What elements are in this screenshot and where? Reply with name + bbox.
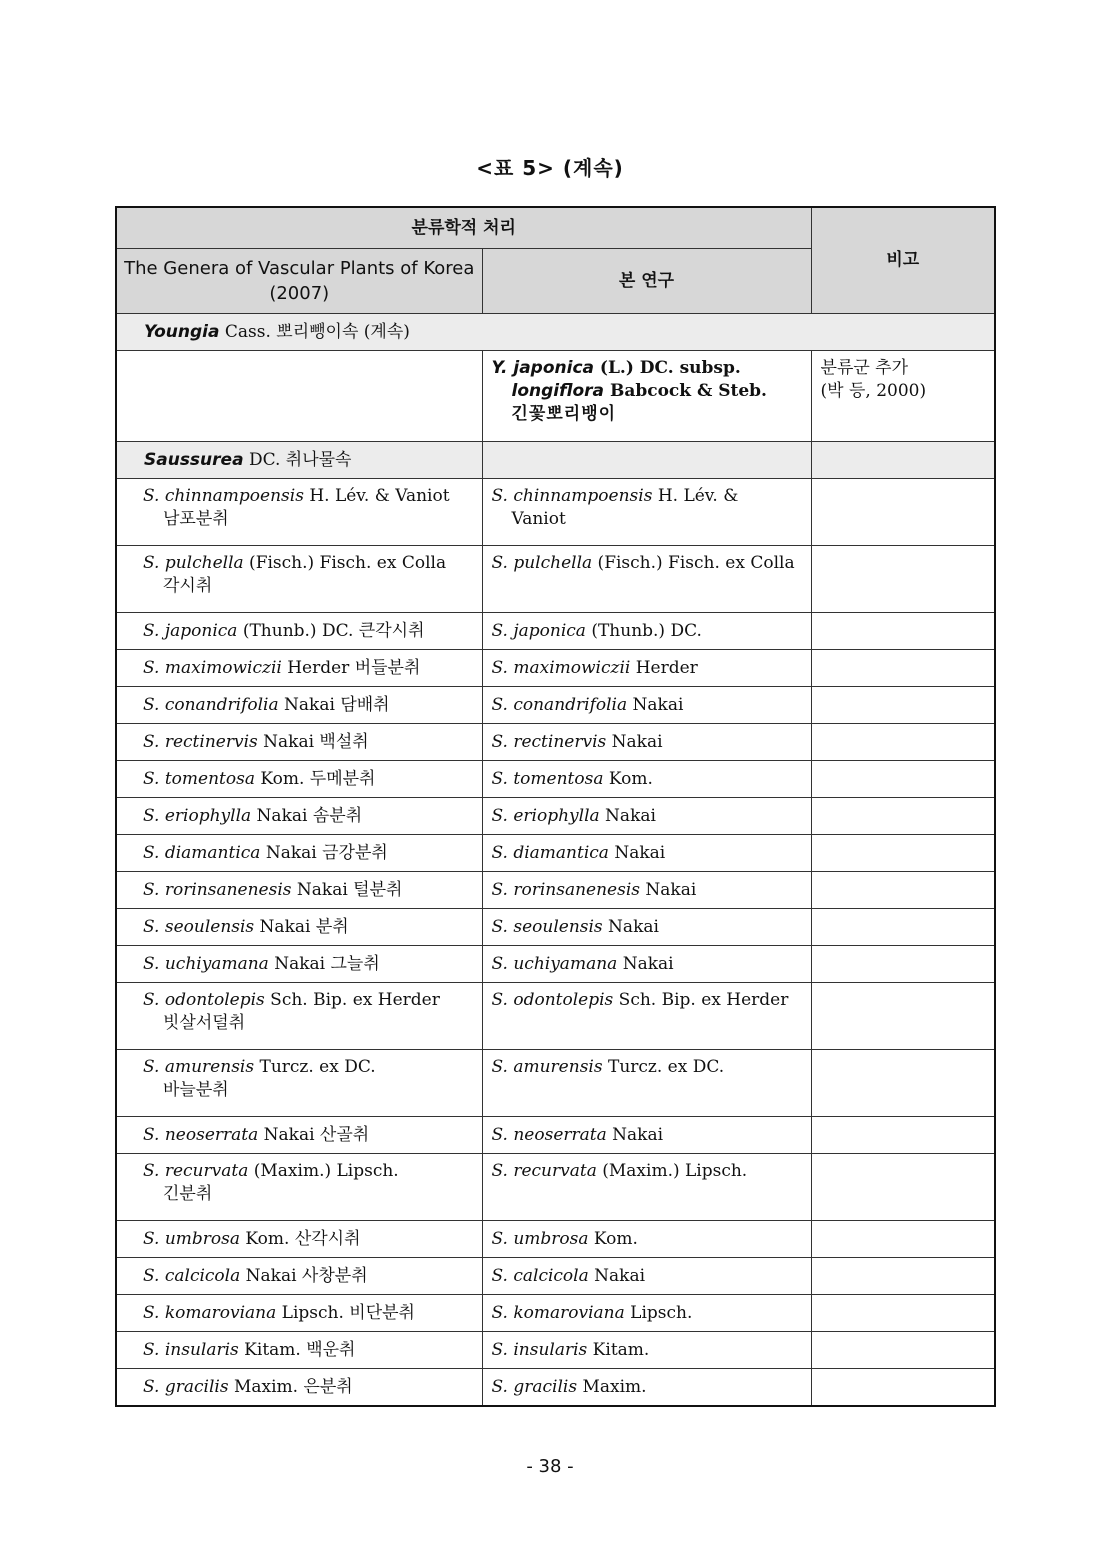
table-row	[116, 613, 995, 650]
taxon-name: S. chinnampoensis	[143, 486, 304, 506]
taxon-name: S. tomentosa	[143, 768, 255, 789]
table-row	[116, 479, 995, 546]
table-row	[116, 1332, 995, 1369]
taxon-authority: H. Lév. & Vaniot	[303, 486, 450, 506]
korean-name: 바늘분취	[163, 1080, 229, 1100]
taxon-name: Y. japonica	[491, 358, 594, 378]
taxon-authority: Kitam. 백운취	[238, 1339, 356, 1360]
taxon-authority: Kitam.	[587, 1339, 650, 1360]
taxon-name: S. insularis	[491, 1339, 588, 1360]
taxon-authority: (Maxim.) Lipsch.	[248, 1161, 399, 1181]
taxon-authority: Nakai	[606, 1124, 664, 1145]
genus-row-saussurea	[116, 442, 995, 479]
taxon-name: S. komaroviana	[143, 1302, 277, 1323]
genus-row-youngia	[116, 314, 995, 351]
taxon-name: S. neoserrata	[143, 1124, 259, 1145]
taxon-authority: Maxim.	[577, 1376, 647, 1397]
taxon-authority: Lipsch.	[624, 1302, 693, 1323]
taxon-authority: Turcz. ex DC.	[254, 1057, 376, 1077]
taxon-name: S. maximowiczii	[143, 657, 282, 678]
taxon-name: S. odontolepis	[143, 990, 265, 1010]
taxon-name: S. maximowiczii	[491, 657, 631, 678]
table-row	[116, 1369, 995, 1407]
table-row	[116, 650, 995, 687]
taxon-name: S. rectinervis	[491, 731, 607, 752]
page-number: - 38 -	[526, 1456, 574, 1477]
taxon-authority: (Maxim.) Lipsch.	[596, 1161, 748, 1181]
taxon-name: S. uchiyamana	[491, 953, 618, 974]
taxon-authority: (Fisch.) Fisch. ex Colla	[243, 553, 447, 573]
genus-name: Youngia	[144, 321, 220, 342]
taxon-name: S. conandrifolia	[143, 694, 279, 715]
table-row	[116, 761, 995, 798]
table-row	[116, 872, 995, 909]
header-this-study: 본 연구	[482, 249, 811, 314]
taxon-authority: Nakai	[617, 953, 674, 974]
taxon-authority: Kom. 두메분취	[254, 768, 376, 789]
taxon-name: S. seoulensis	[491, 916, 603, 937]
taxon-subsp-name: longiflora	[511, 381, 605, 401]
taxon-authority: Nakai	[602, 916, 659, 937]
taxon-name: S. rorinsanenesis	[143, 879, 292, 900]
taxon-authority: Sch. Bip. ex Herder	[613, 990, 789, 1010]
taxon-name: S. tomentosa	[491, 768, 604, 789]
taxon-authority: (L.) DC. subsp.	[594, 358, 741, 378]
taxon-authority: Nakai	[599, 805, 656, 826]
taxon-name: S. amurensis	[143, 1057, 255, 1077]
korean-name: 긴분취	[163, 1184, 213, 1204]
taxon-name: S. amurensis	[491, 1057, 603, 1077]
remark-citation: (박 등, 2000)	[820, 381, 927, 401]
table-caption: <표 5> (계속)	[476, 156, 624, 180]
taxon-authority: Maxim. 은분취	[228, 1376, 353, 1397]
taxon-authority: Nakai	[608, 842, 666, 863]
taxon-name: S. recurvata	[143, 1161, 249, 1181]
taxon-authority: Turcz. ex DC.	[602, 1057, 725, 1077]
table-row	[116, 351, 995, 442]
taxon-authority: (Thunb.) DC.	[585, 620, 702, 641]
table-row	[116, 1117, 995, 1154]
table-row	[116, 1050, 995, 1117]
korean-name: 각시취	[163, 576, 213, 596]
taxon-authority: Nakai 사창분취	[240, 1265, 368, 1286]
genus-authority: DC. 취나물속	[243, 449, 352, 470]
header-taxonomic-treatment: 분류학적 처리	[116, 207, 811, 249]
taxon-authority: Herder 버들분취	[281, 657, 421, 678]
taxon-name: S. conandrifolia	[491, 694, 628, 715]
taxon-name: S. pulchella	[491, 553, 593, 573]
taxon-authority: Herder	[630, 657, 698, 678]
taxon-name: S. insularis	[143, 1339, 239, 1360]
taxon-authority: Nakai 그늘취	[268, 953, 380, 974]
taxon-authority: Nakai 백설취	[257, 731, 369, 752]
taxon-authority: Nakai 분취	[254, 916, 349, 937]
taxon-name: S. neoserrata	[491, 1124, 607, 1145]
taxon-authority: Kom.	[603, 768, 653, 789]
taxon-name: S. komaroviana	[491, 1302, 625, 1323]
header-remarks: 비고	[811, 207, 995, 314]
korean-name: 빗살서덜취	[163, 1013, 246, 1033]
taxon-authority-cont: Vaniot	[511, 509, 566, 529]
taxon-name: S. umbrosa	[491, 1228, 589, 1249]
taxon-name: S. recurvata	[491, 1161, 597, 1181]
taxon-name: S. gracilis	[143, 1376, 229, 1397]
table-row	[116, 983, 995, 1050]
remark-line: 분류군 추가	[820, 358, 909, 378]
taxon-name: S. diamantica	[143, 842, 261, 863]
taxon-authority: Nakai 담배취	[278, 694, 390, 715]
taxon-authority: Nakai 솜분취	[251, 805, 363, 826]
table-row	[116, 835, 995, 872]
taxon-authority: Kom. 산각시취	[240, 1228, 361, 1249]
table-row	[116, 946, 995, 983]
taxon-name: S. calcicola	[143, 1265, 241, 1286]
table-row	[116, 798, 995, 835]
taxon-authority: H. Lév. &	[652, 486, 739, 506]
taxon-name: S. rorinsanenesis	[491, 879, 640, 900]
korean-name: 남포분취	[163, 509, 229, 529]
taxon-subsp-authority: Babcock & Steb.	[604, 381, 767, 401]
taxon-authority: (Fisch.) Fisch. ex Colla	[592, 553, 795, 573]
taxon-authority: Nakai	[639, 879, 697, 900]
table-row	[116, 546, 995, 613]
table-row	[116, 1221, 995, 1258]
taxon-name: S. chinnampoensis	[491, 486, 653, 506]
taxon-authority: Nakai	[606, 731, 663, 752]
taxon-name: S. seoulensis	[143, 916, 255, 937]
table-row	[116, 1258, 995, 1295]
taxon-name: S. japonica	[491, 620, 586, 641]
header-genera-2007: The Genera of Vascular Plants of Korea (2007)	[116, 249, 482, 314]
taxon-authority: Nakai	[627, 694, 684, 715]
taxonomy-table	[115, 206, 996, 1407]
taxon-name: S. umbrosa	[143, 1228, 241, 1249]
table-row	[116, 909, 995, 946]
taxon-name: S. uchiyamana	[143, 953, 269, 974]
taxon-name: S. eriophylla	[143, 805, 252, 826]
taxon-authority: Nakai	[588, 1265, 646, 1286]
taxon-name: S. odontolepis	[491, 990, 614, 1010]
taxon-authority: Sch. Bip. ex Herder	[264, 990, 440, 1010]
taxon-name: S. japonica	[143, 620, 238, 641]
taxon-name: S. eriophylla	[491, 805, 600, 826]
taxon-name: S. calcicola	[491, 1265, 589, 1286]
genus-authority: Cass. 뽀리뺑이속 (계속)	[219, 321, 410, 342]
taxon-authority: Lipsch. 비단분취	[276, 1302, 415, 1323]
table-row	[116, 687, 995, 724]
korean-name: 긴꽃뽀리뱅이	[511, 404, 617, 424]
taxon-name: S. gracilis	[491, 1376, 578, 1397]
taxon-authority: Nakai 산골취	[258, 1124, 370, 1145]
genus-name: Saussurea	[144, 449, 244, 470]
taxon-authority: Nakai 털분취	[291, 879, 403, 900]
taxon-name: S. diamantica	[491, 842, 609, 863]
table-row	[116, 724, 995, 761]
taxon-authority: (Thunb.) DC. 큰각시취	[237, 620, 425, 641]
taxon-name: S. rectinervis	[143, 731, 258, 752]
taxon-authority: Kom.	[588, 1228, 638, 1249]
table-row	[116, 1154, 995, 1221]
taxon-authority: Nakai 금강분취	[260, 842, 388, 863]
table-row	[116, 1295, 995, 1332]
taxon-name: S. pulchella	[143, 553, 244, 573]
